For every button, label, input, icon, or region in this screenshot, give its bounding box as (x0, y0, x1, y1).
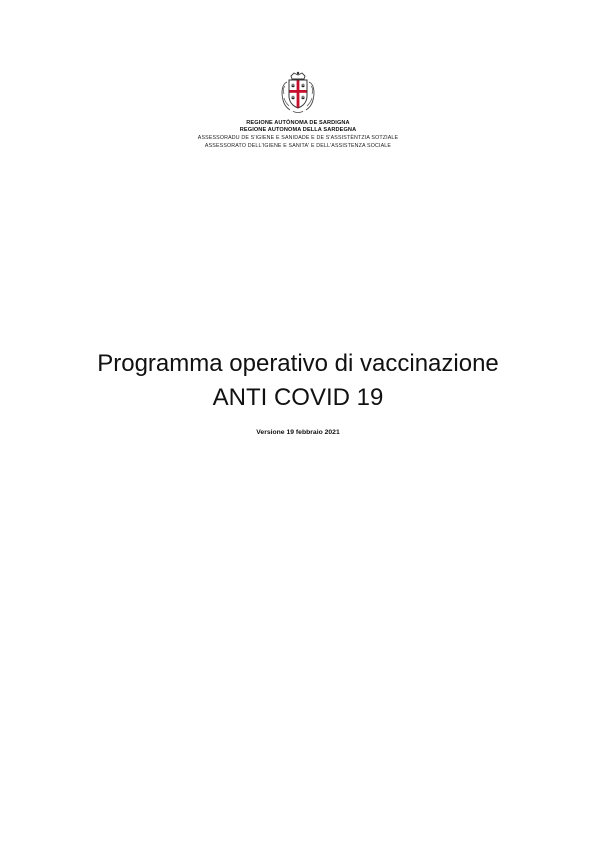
document-title (0, 347, 596, 415)
title-line-1: Programma operativo di vaccinazione (97, 350, 499, 377)
region-name-sardinian: REGIONE AUTÒNOMA DE SARDIGNA (246, 120, 350, 126)
department-name-sardinian: ASSESSORADU DE S'IGIENE E SANIDADE E DE S'ASSISTÈNTZIA SOTZIALE (197, 135, 399, 141)
letterhead (0, 70, 596, 150)
sardinia-coat-of-arms-icon (277, 70, 319, 116)
region-name-italian: REGIONE AUTONOMA DELLA SARDEGNA (239, 127, 357, 133)
version-label: Versione 19 febbraio 2021 (256, 429, 340, 436)
department-name-italian: ASSESSORATO DELL'IGIENE E SANITA' E DELL'ASSISTENZA SOCIALE (204, 142, 392, 149)
title-line-2: ANTI COVID 19 (212, 384, 384, 411)
